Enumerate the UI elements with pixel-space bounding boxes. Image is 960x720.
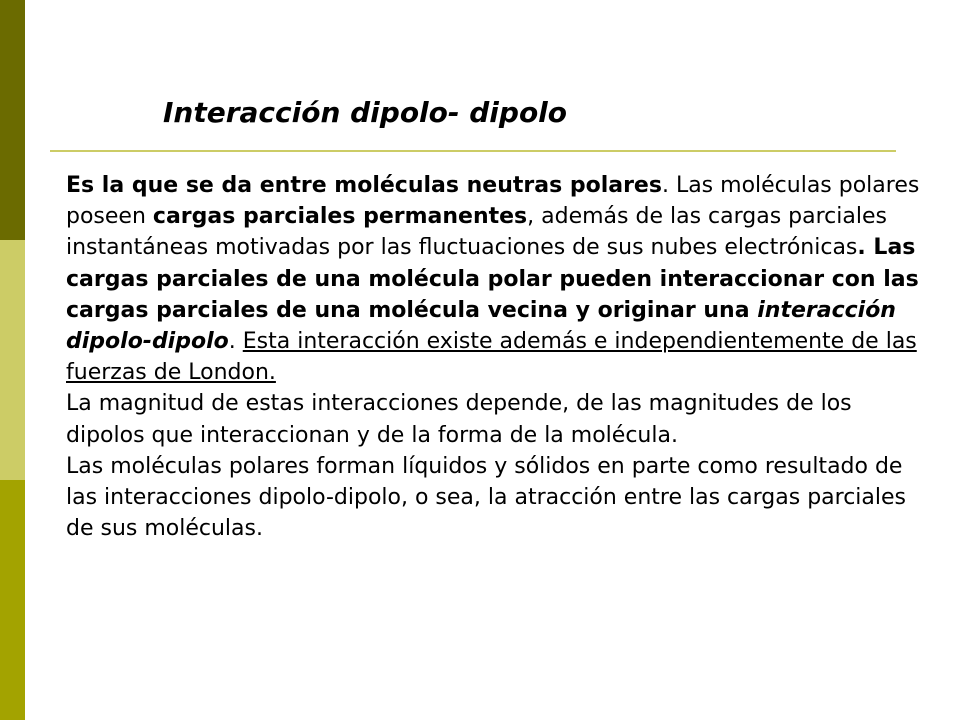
text-span: , además de las cargas parciales instantáneas motivadas por las fluctuaciones de sus nubes electrónicas [66, 204, 887, 261]
side-bar-segment-dark [0, 0, 25, 240]
paragraph-2: La magnitud de estas interacciones depende, de las magnitudes de los dipolos que interaccionan y de la forma de la molécula. [66, 391, 852, 448]
title-divider [50, 150, 896, 152]
side-bar [0, 0, 25, 720]
paragraph-3: Las moléculas polares forman líquidos y sólidos en parte como resultado de las interacciones dipolo-dipolo, o sea, la atracción entre las cargas parciales de sus moléculas. [66, 453, 906, 542]
italic-phrase-dipole-interaction: interacción dipolo-dipolo [66, 297, 896, 355]
underlined-phrase-london: Esta interacción existe además e independientemente de las fuerzas de London. [66, 329, 917, 386]
paragraph-1 [66, 170, 926, 388]
body-text [66, 170, 926, 544]
bold-phrase-permanent-charges: cargas parciales permanentes [152, 204, 528, 230]
text-span: . [228, 329, 243, 355]
slide-title: Interacción dipolo- dipolo [163, 96, 568, 129]
side-bar-segment-light [0, 240, 25, 480]
bold-phrase-partial-charges: . Las cargas parciales de una molécula polar pueden interaccionar con las cargas parciales de una molécula vecina y originar una [66, 235, 919, 323]
bold-phrase-neutral-polar: Es la que se da entre moléculas neutras polares [66, 173, 662, 198]
text-span: . Las moléculas polares poseen [66, 173, 920, 230]
side-bar-segment-mid [0, 480, 25, 720]
